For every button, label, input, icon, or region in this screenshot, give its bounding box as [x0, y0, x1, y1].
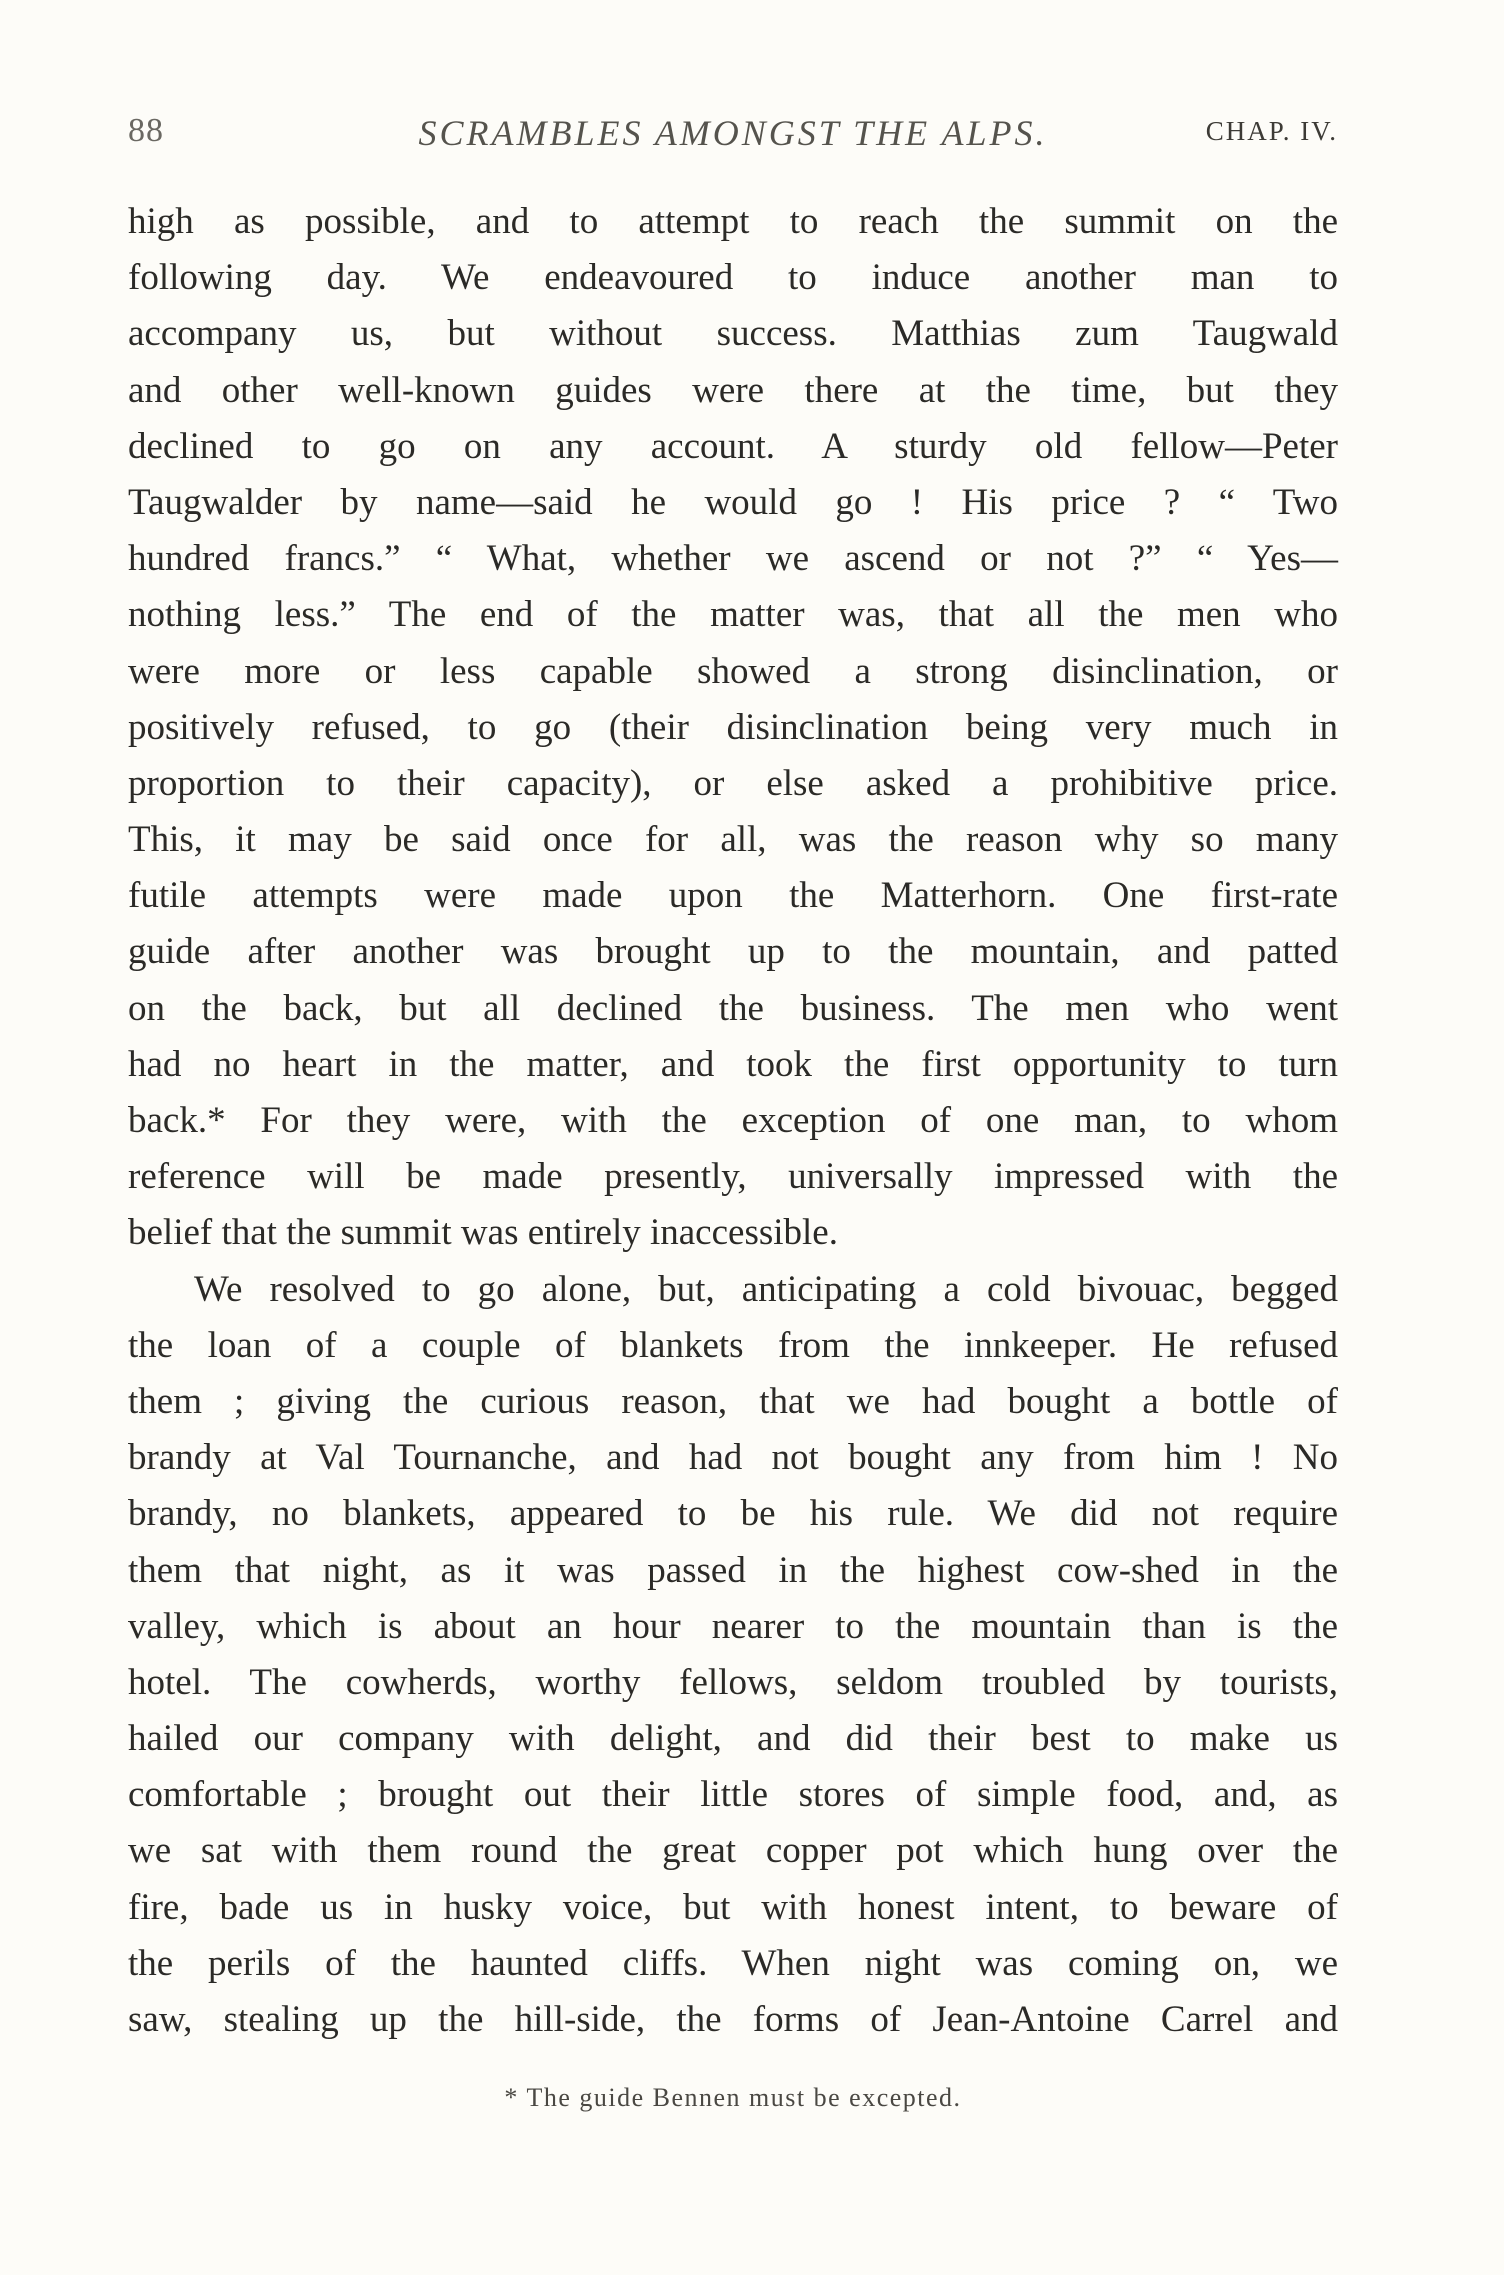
text-line: proportion to their capacity), or else asked a prohibitive price.	[128, 762, 1338, 804]
text-line: valley, which is about an hour nearer to the mountain than is the	[128, 1605, 1338, 1647]
text-line: belief that the summit was entirely inaccessible.	[128, 1212, 838, 1254]
text-line: them that night, as it was passed in the highest cow-shed in the	[128, 1549, 1338, 1591]
text-line: following day. We endeavoured to induce another man to	[128, 257, 1338, 299]
text-line: hundred francs.” “ What, whether we ascend or not ?” “ Yes—	[128, 538, 1338, 580]
running-head	[128, 112, 1338, 162]
footnote: * The guide Bennen must be excepted.	[504, 2083, 962, 2112]
text-line: saw, stealing up the hill-side, the forms of Jean-Antoine Carrel and	[128, 1999, 1338, 2040]
text-line: brandy at Val Tournanche, and had not bought any from him ! No	[128, 1437, 1338, 1479]
text-line: Taugwalder by name—said he would go ! His price ? “ Two	[128, 481, 1338, 523]
paragraph-1	[128, 194, 1338, 1262]
text-line: had no heart in the matter, and took the first opportunity to turn	[128, 1043, 1338, 1085]
page-number: 88	[128, 112, 164, 149]
text-line: declined to go on any account. A sturdy old fellow—Peter	[128, 425, 1338, 467]
text-line: high as possible, and to attempt to reach the summit on the	[128, 201, 1338, 242]
text-line: and other well-known guides were there at the time, but they	[128, 369, 1338, 411]
text-line: back.* For they were, with the exception of one man, to whom	[128, 1100, 1338, 1141]
text-line: futile attempts were made upon the Matterhorn. One first-rate	[128, 875, 1338, 917]
text-line: them ; giving the curious reason, that we had bought a bottle of	[128, 1380, 1338, 1422]
text-line: hailed our company with delight, and did their best to make us	[128, 1718, 1338, 1760]
text-line: the loan of a couple of blankets from the innkeeper. He refused	[128, 1324, 1338, 1366]
body-text	[128, 194, 1338, 2048]
text-line: the perils of the haunted cliffs. When night was coming on, we	[128, 1942, 1338, 1984]
text-line: positively refused, to go (their disinclination being very much in	[128, 706, 1338, 748]
text-line: hotel. The cowherds, worthy fellows, seldom troubled by tourists,	[128, 1661, 1338, 1703]
text-line: on the back, but all declined the business. The men who went	[128, 987, 1338, 1029]
text-line: brandy, no blankets, appeared to be his rule. We did not require	[128, 1493, 1338, 1535]
text-line: were more or less capable showed a strong disinclination, or	[128, 650, 1338, 692]
text-line: We resolved to go alone, but, anticipating a cold bivouac, begged	[194, 1268, 1338, 1310]
text-line: fire, bade us in husky voice, but with honest intent, to beware of	[128, 1886, 1338, 1928]
paragraph-2	[128, 1262, 1338, 2049]
text-line: reference will be made presently, universally impressed with the	[128, 1156, 1338, 1198]
text-line: This, it may be said once for all, was the reason why so many	[128, 819, 1338, 861]
chapter-label: CHAP. IV.	[1205, 116, 1338, 146]
text-line: we sat with them round the great copper pot which hung over the	[128, 1830, 1338, 1872]
text-line: accompany us, but without success. Matthias zum Taugwald	[128, 313, 1338, 355]
running-title: SCRAMBLES AMONGST THE ALPS.	[418, 113, 1048, 153]
text-line: comfortable ; brought out their little stores of simple food, and, as	[128, 1774, 1338, 1816]
text-line: guide after another was brought up to the mountain, and patted	[128, 931, 1338, 973]
text-line: nothing less.” The end of the matter was, that all the men who	[128, 594, 1338, 636]
